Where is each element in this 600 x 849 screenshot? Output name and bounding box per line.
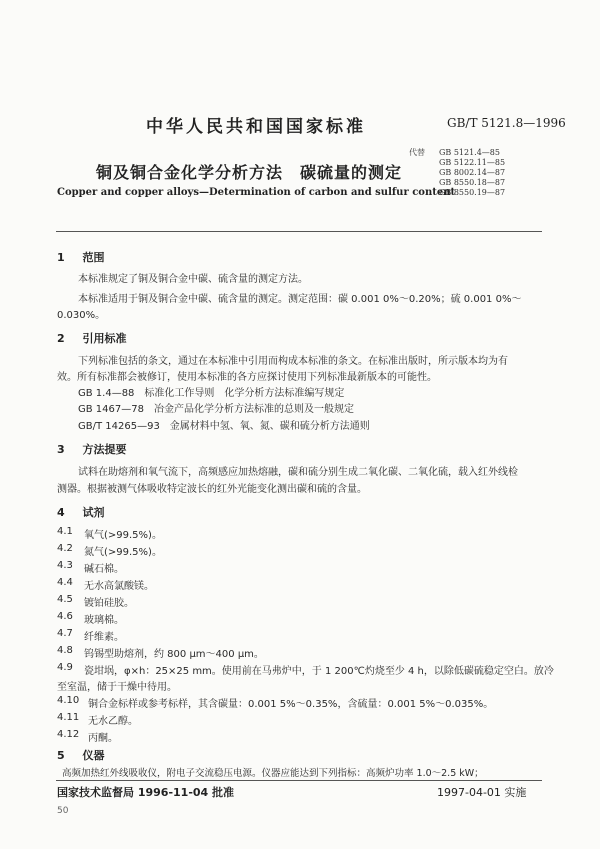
- reagent-text: 纤维素。: [84, 632, 124, 643]
- section-number: 4: [57, 506, 65, 519]
- section-3-heading: [57, 441, 127, 457]
- section-number: 5: [57, 749, 65, 762]
- approval-date: 国家技术监督局 1996-11-04 批准: [57, 786, 235, 799]
- section-title: 仪器: [82, 749, 105, 762]
- section-number: 1: [57, 251, 65, 264]
- replaced-standard: GB 5121.4—85: [439, 148, 500, 157]
- replaced-standard: GB 8550.19—87: [439, 188, 506, 197]
- section-4-heading: [57, 504, 105, 520]
- reagent-text: 玻璃棉。: [84, 615, 124, 626]
- reagent-text: 丙酮。: [88, 733, 118, 744]
- standard-code: GB/T 5121.8—1996: [447, 116, 566, 130]
- replaced-standard: GB 8550.18—87: [439, 178, 506, 187]
- section-title: 引用标准: [82, 332, 127, 345]
- section-title: 试剂: [82, 506, 105, 519]
- reagent-num: 4.4: [57, 577, 73, 588]
- section-5-heading: [57, 747, 105, 763]
- section-2-para-1: 下列标准包括的条文，通过在本标准中引用而构成本标准的条文。在标准出版时，所示版本均为有: [78, 356, 508, 367]
- section-5-para-1: 高频加热红外线吸收仪，附电子交流稳压电源。仪器应能达到下列指标：高频炉功率 1.0～2.5 kW；: [62, 768, 484, 779]
- section-1-para-2-cont: 0.030%。: [57, 310, 106, 321]
- reagent-num: 4.5: [57, 594, 73, 605]
- section-number: 3: [57, 443, 65, 456]
- reagent-num: 4.11: [57, 712, 80, 723]
- reagent-num: 4.8: [57, 645, 73, 656]
- section-3-para-1: 试料在助熔剂和氧气流下，高频感应加热熔融，碳和硫分别生成二氧化碳、二氧化硫，载入红外线检: [78, 467, 518, 478]
- section-title: 范围: [82, 251, 105, 264]
- replaces-label: 代替: [409, 148, 425, 157]
- reagent-text: 氮气(>99.5%)。: [84, 547, 162, 558]
- section-1-para-2: 本标准适用于铜及铜合金中碳、硫含量的测定。测定范围：碳 0.001 0%～0.20%；硫 0.001 0%～: [78, 294, 522, 305]
- reference-standard: GB 1467—78 冶金产品化学分析方法标准的总则及一般规定: [78, 404, 354, 415]
- reference-standard: GB 1.4—88 标准化工作导则 化学分析方法标准编写规定: [78, 388, 345, 399]
- implementation-date: 1997-04-01 实施: [437, 786, 527, 799]
- reagent-text: 无水高氯酸镁。: [84, 581, 154, 592]
- reagent-num: 4.3: [57, 560, 73, 571]
- reagent-text-cont: 至室温，储于干燥中待用。: [57, 682, 177, 693]
- footer-divider: [56, 780, 542, 781]
- section-number: 2: [57, 332, 65, 345]
- reagent-text: 瓷坩埚，φ×h：25×25 mm。使用前在马弗炉中，于 1 200℃灼烧至少 4 h，以除低碳硫稳定空白。放冷: [84, 666, 554, 677]
- document-title-cn: 铜及铜合金化学分析方法 碳硫量的测定: [96, 163, 403, 182]
- reagent-num: 4.7: [57, 628, 73, 639]
- header-divider: [56, 231, 542, 232]
- reagent-text: 氧气(>99.5%)。: [84, 530, 162, 541]
- section-3-para-1-cont: 测器。根据被测气体吸收特定波长的红外光能变化测出碳和硫的含量。: [57, 484, 367, 495]
- reagent-num: 4.1: [57, 526, 73, 537]
- page-number: 50: [57, 806, 69, 816]
- section-1-heading: [57, 249, 105, 265]
- reference-standard: GB/T 14265—93 金属材料中氢、氧、氮、碳和硫分析方法通则: [78, 421, 370, 432]
- document-title-en: Copper and copper alloys—Determination of carbon and sulfur content: [57, 187, 456, 198]
- reagent-num: 4.12: [57, 729, 80, 740]
- reagent-text: 无水乙醇。: [88, 716, 138, 727]
- replaced-standard: GB 5122.11—85: [439, 158, 506, 167]
- reagent-text: 钨锡型助熔剂，约 800 μm～400 μm。: [84, 649, 264, 660]
- section-1-para-1: 本标准规定了铜及铜合金中碳、硫含量的测定方法。: [78, 274, 308, 285]
- replaced-standard: GB 8002.14—87: [439, 168, 506, 177]
- standard-title: 中华人民共和国国家标准: [146, 117, 366, 137]
- reagent-text: 镀铂硅胶。: [84, 598, 134, 609]
- section-2-heading: [57, 330, 127, 346]
- section-2-para-1-cont: 效。所有标准都会被修订，使用本标准的各方应探讨使用下列标准最新版本的可能性。: [57, 372, 437, 383]
- reagent-num: 4.9: [57, 662, 73, 673]
- reagent-num: 4.6: [57, 611, 73, 622]
- reagent-num: 4.2: [57, 543, 73, 554]
- section-title: 方法提要: [82, 443, 127, 456]
- reagent-text: 碱石棉。: [84, 564, 124, 575]
- reagent-text: 铜合金标样或参考标样，其含碳量：0.001 5%～0.35%，含硫量：0.001 5%～0.035%。: [88, 699, 494, 710]
- reagent-num: 4.10: [57, 695, 80, 706]
